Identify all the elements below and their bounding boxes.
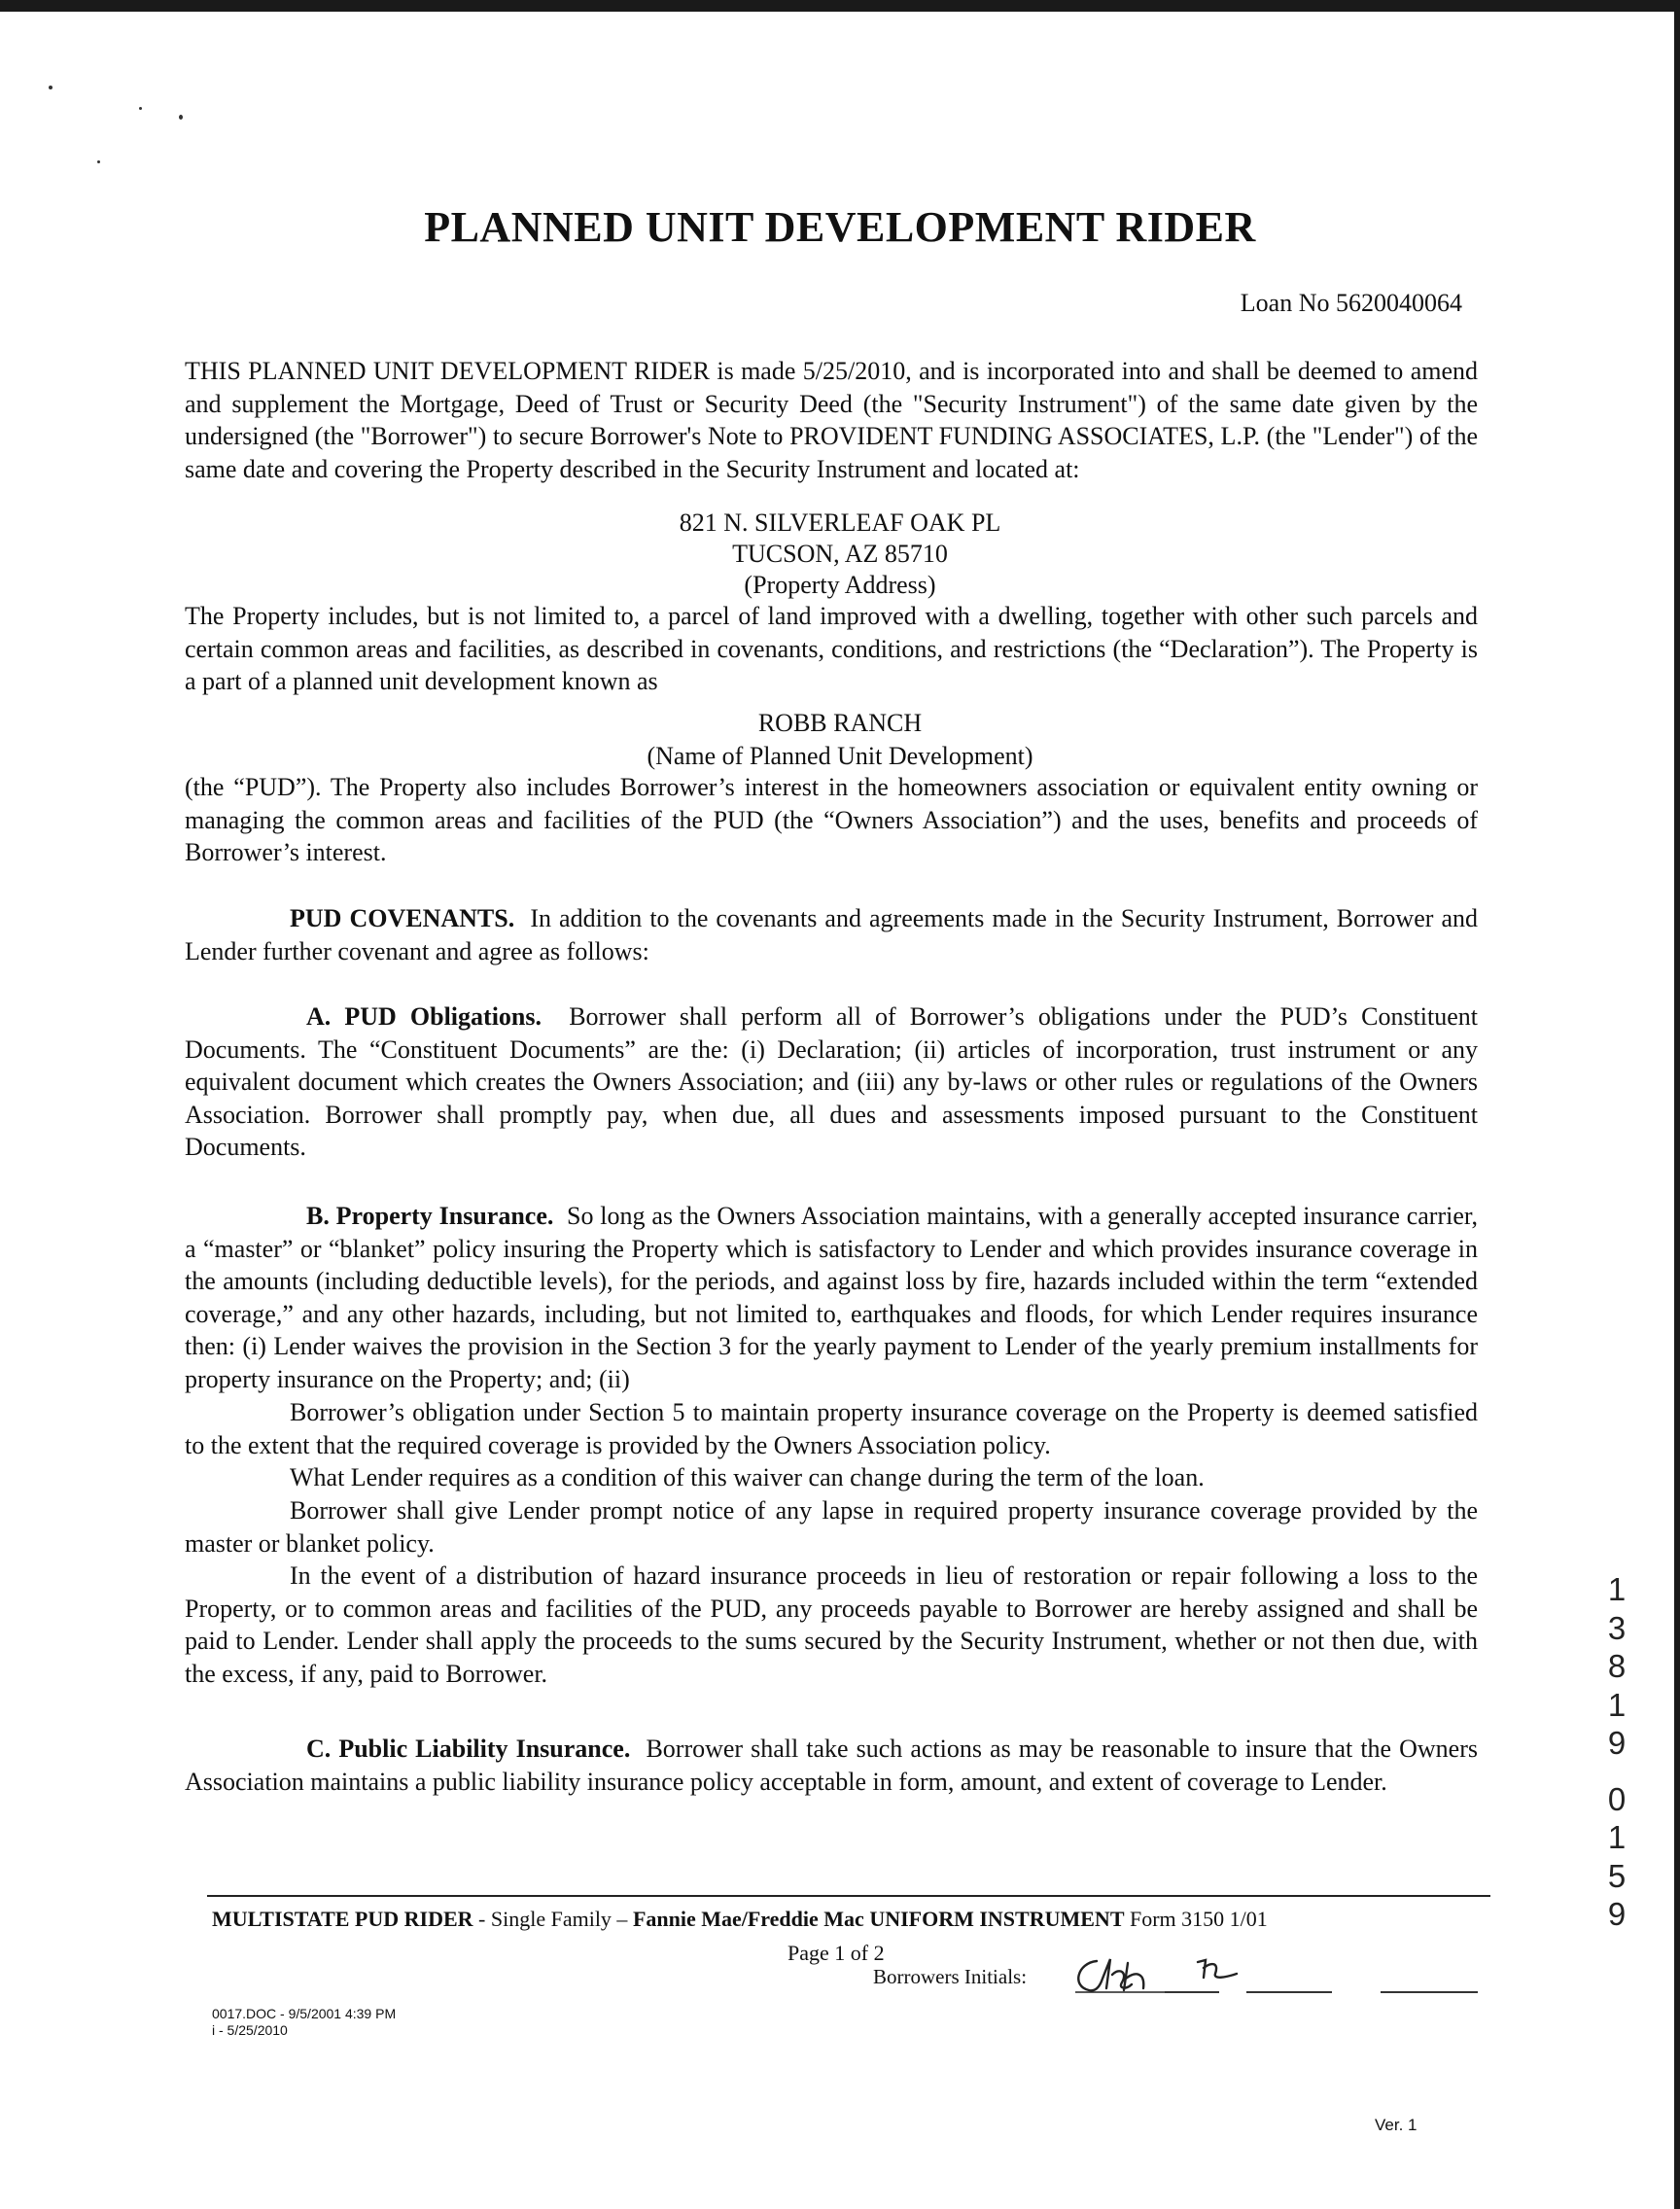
pud-name-caption: (Name of Planned Unit Development) (647, 742, 1033, 770)
bates-digit (1602, 1763, 1631, 1780)
footer-form-line (212, 1907, 1268, 1932)
pud-paragraph: (the “PUD”). The Property also includes Borrower’s interest in the homeowners association or equivalent entity owning or managing the common areas and facilities of the PUD (the “Owners Association”) and the uses, benefits and proceeds of Borrower’s interest. (185, 773, 1478, 866)
document-file-stamp: 0017.DOC - 9/5/2001 4:39 PM (212, 2006, 397, 2021)
footer-form-instrument: Fannie Mae/Freddie Mac UNIFORM INSTRUMENT (632, 1907, 1125, 1931)
bates-digit: 0 (1607, 1780, 1627, 1817)
pud-covenants-heading: PUD COVENANTS. (290, 904, 515, 932)
bates-digit: 8 (1607, 1648, 1627, 1684)
section-b-paragraph-5: In the event of a distribution of hazard insurance proceeds in lieu of restoration or repair following a loss to the Property, or to common areas and facilities of the PUD, any proceeds payable to Borrower are hereby assigned and shall be paid to Lender. Lender shall apply the proceeds to the sums secured by the Security Instrument, whether or not then due, with the excess, if any, paid to Borrower. (185, 1561, 1478, 1688)
section-c-heading: C. Public Liability Insurance. (306, 1735, 631, 1763)
section-c-paragraph (185, 1733, 1478, 1798)
document-id (212, 2006, 396, 2039)
section-b-paragraph-2: Borrower’s obligation under Section 5 to maintain property insurance coverage on the Property is deemed satisfied to the extent that the required coverage is provided by the Owners Association policy. (185, 1398, 1478, 1459)
scan-speck (49, 86, 52, 89)
property-address-caption: (Property Address) (744, 571, 936, 599)
bates-digit: 1 (1607, 1686, 1627, 1723)
document-date-stamp: i - 5/25/2010 (212, 2022, 288, 2038)
footer-form-type: - Single Family – (472, 1907, 633, 1931)
section-a-heading: A. PUD Obligations. (306, 1002, 542, 1031)
scan-speck (179, 115, 183, 120)
page-number: Page 1 of 2 (788, 1941, 885, 1965)
section-b-paragraph (185, 1200, 1478, 1395)
intro-paragraph: THIS PLANNED UNIT DEVELOPMENT RIDER is made 5/25/2010, and is incorporated into and shall be deemed to amend and supplement the Mortgage, Deed of Trust or Security Deed (the "Security Instrument") of the same date given by the undersigned (the "Borrower") to secure Borrower's Note to PROVIDENT FUNDING ASSOCIATES, L.P. (the "Lender") of the same date and covering the Property described in the Security Instrument and located at: (185, 357, 1478, 483)
borrower-initials-signature-2 (1192, 1948, 1250, 1995)
bates-digit: 9 (1607, 1896, 1627, 1932)
section-a-text: Borrower shall perform all of Borrower’s obligations under the PUD’s Constituent Documents. The “Constituent Documents” are the: (i) Declaration; (ii) articles of incorporation, trust instrument or any equivalent document which creates the Owners Association; and (iii) any by-laws or other rules or regulations of the Owners Association. Borrower shall promptly pay, when due, all dues and assessments imposed pursuant to the Constituent Documents. (185, 1002, 1478, 1161)
scan-speck (139, 107, 142, 110)
bates-digit: 5 (1607, 1857, 1627, 1894)
section-b-paragraph-3: What Lender requires as a condition of this waiver can change during the term of the loan. (290, 1463, 1205, 1491)
property-paragraph: The Property includes, but is not limited to, a parcel of land improved with a dwelling, together with other such parcels and certain common areas and facilities, as described in covenants, conditions, and restrictions (the “Declaration”). The Property is a part of a planned unit development known as (185, 602, 1478, 695)
section-b-text: So long as the Owners Association maintains, with a generally accepted insurance carrier, a “master” or “blanket” policy insuring the Property which is satisfactory to Lender and which provides insurance coverage in the amounts (including deductible levels), for the periods, and against loss by fire, hazards included within the term “extended coverage,” and any other hazards, including, but not limited to, earthquakes and floods, for which Lender requires insurance then: (i) Lender waives the provision in the Section 3 for the yearly payment to Lender of the yearly premium installments for property insurance on the Property; and; (ii) (185, 1202, 1478, 1393)
pud-covenants-paragraph (185, 902, 1478, 967)
bates-digit: 9 (1607, 1725, 1627, 1761)
scan-speck (97, 160, 100, 163)
bates-digit: 1 (1607, 1571, 1627, 1607)
pud-name: ROBB RANCH (757, 709, 923, 737)
version-label: Ver. 1 (1375, 2116, 1418, 2134)
scan-top-border (0, 0, 1680, 12)
section-c-text: Borrower shall take such actions as may be reasonable to insure that the Owners Association maintains a public liability insurance policy acceptable in form, amount, and extent of coverage to Lender. (185, 1735, 1478, 1796)
footer-form-title: MULTISTATE PUD RIDER (212, 1907, 473, 1931)
initials-line-4 (1381, 1991, 1478, 1993)
scan-right-border (1674, 0, 1680, 2209)
footer-form-number: Form 3150 1/01 (1124, 1907, 1268, 1931)
borrowers-initials-label: Borrowers Initials: (873, 1965, 1028, 1988)
bates-digit: 1 (1607, 1819, 1627, 1855)
footer-divider (207, 1895, 1490, 1897)
property-address-line1: 821 N. SILVERLEAF OAK PL (679, 508, 1001, 537)
section-b-heading: B. Property Insurance. (306, 1202, 554, 1230)
section-a-paragraph (185, 1000, 1478, 1164)
pud-covenants-text: In addition to the covenants and agreements made in the Security Instrument, Borrower and Lender further covenant and agree as follows: (185, 904, 1479, 965)
bates-digit: 3 (1607, 1609, 1627, 1646)
initials-line-2 (1165, 1991, 1219, 1993)
loan-number: Loan No 5620040064 (1240, 289, 1462, 317)
document-title: PLANNED UNIT DEVELOPMENT RIDER (424, 203, 1256, 251)
initials-line-3 (1246, 1991, 1332, 1993)
property-address-line2: TUCSON, AZ 85710 (732, 540, 948, 568)
bates-stamp (1602, 1570, 1631, 1934)
section-b-paragraph-4: Borrower shall give Lender prompt notice of any lapse in required property insurance coverage provided by the master or blanket policy. (185, 1496, 1478, 1558)
